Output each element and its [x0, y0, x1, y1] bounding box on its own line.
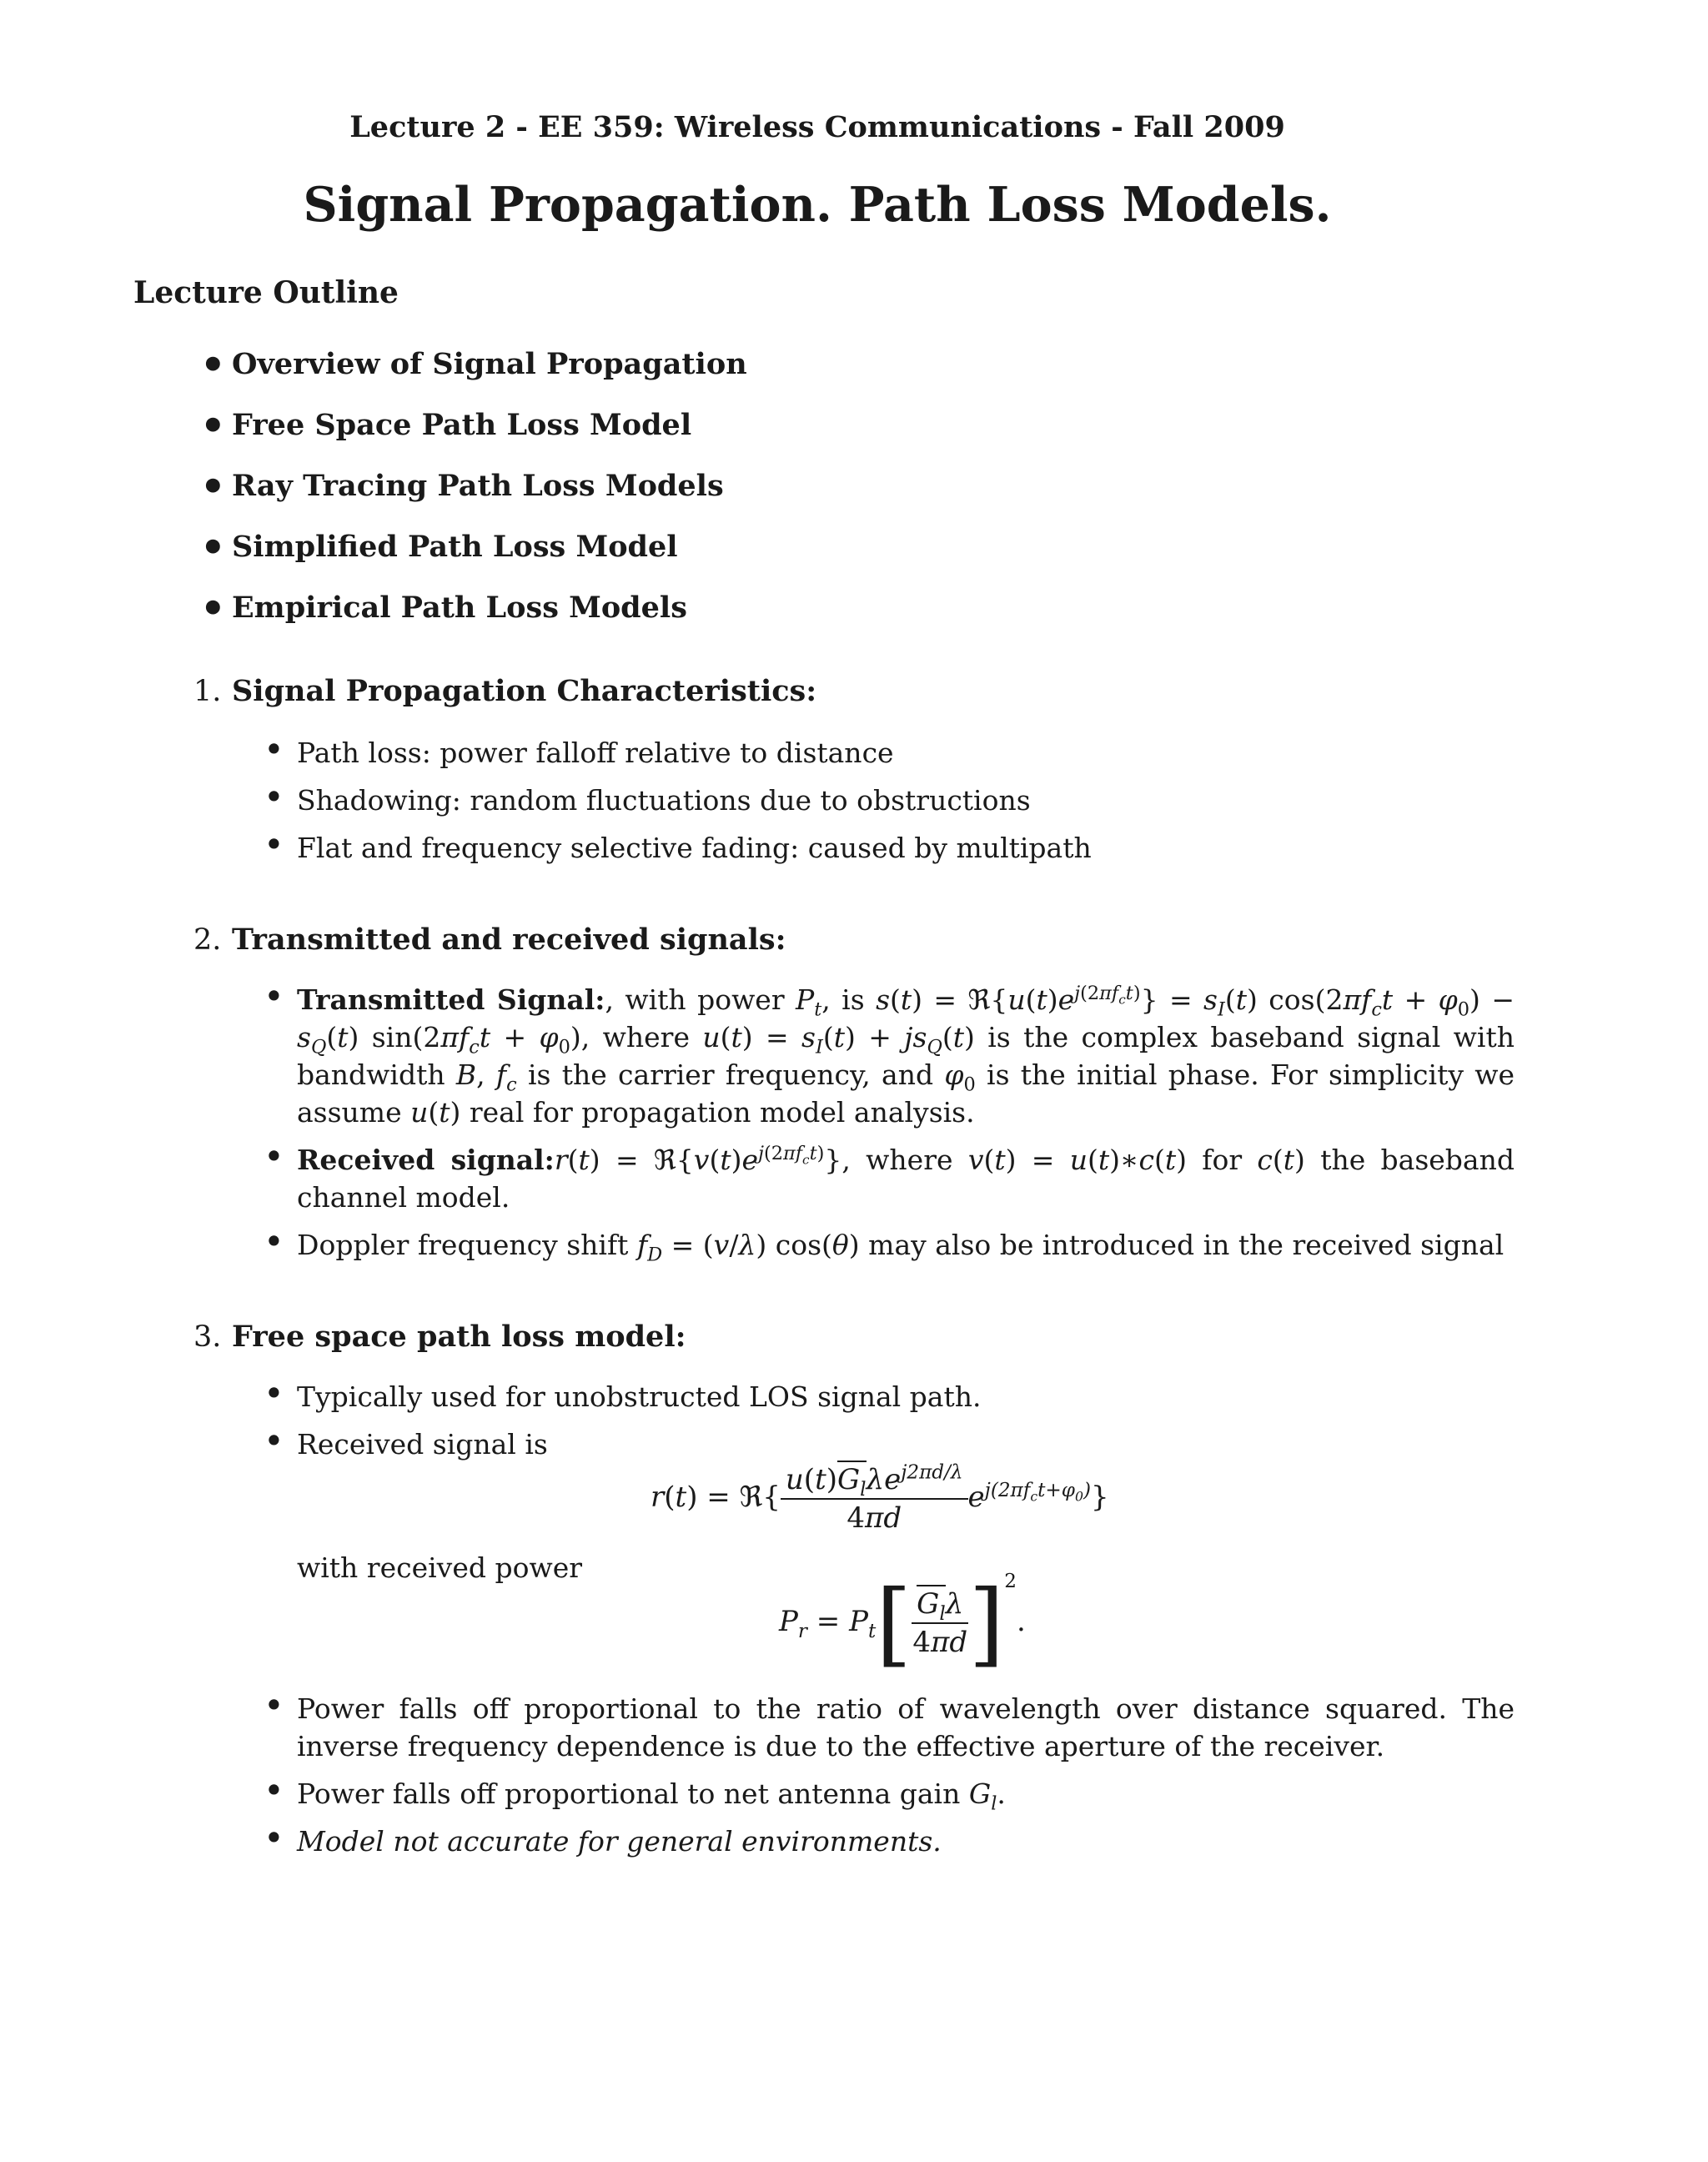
text: real for propagation model analysis.	[460, 1096, 975, 1129]
list-item: • Typically used for unobstructed LOS signal path.	[264, 1378, 1515, 1415]
list-item: • Model not accurate for general environments.	[264, 1823, 1515, 1860]
list-item: • Power falls off proportional to the ratio of wavelength over distance squared. The inverse frequency dependence is due to the effective aperture of the receiver.	[264, 1690, 1515, 1765]
lecture-subtitle: Lecture 2 - EE 359: Wireless Communications - Fall 2009	[349, 110, 1285, 144]
text: , where	[841, 1144, 968, 1176]
outline-item: • Overview of Signal Propagation	[200, 347, 747, 408]
section-number: 2.	[193, 923, 222, 957]
text: Power falls off proportional to net antenna gain	[297, 1777, 969, 1810]
section-title: Signal Propagation Characteristics:	[232, 674, 817, 708]
received-signal-item: • Received signal:r(t) = $ℜ\{v(t)e^{j(2\pi f_ct)}\}$, where v(t) = u(t)∗c(t) for c(t) the baseband channel model.	[264, 1141, 1515, 1216]
section-number: 3.	[193, 1320, 222, 1354]
section-3-bullets-b	[264, 1690, 1515, 1870]
list-item: • Power falls off proportional to net antenna gain $G_l$.	[264, 1775, 1515, 1813]
outline-item: • Free Space Path Loss Model	[200, 408, 747, 469]
with-received-power-text: with received power	[297, 1551, 583, 1584]
outline-item: • Empirical Path Loss Models	[200, 591, 747, 651]
text: is the carrier frequency, and	[516, 1058, 945, 1091]
list-item: • Received signal is	[264, 1425, 1515, 1463]
outline-heading: Lecture Outline	[133, 275, 399, 310]
outline-item: • Ray Tracing Path Loss Models	[200, 469, 747, 530]
outline-list	[200, 347, 747, 651]
section-title: Free space path loss model:	[232, 1320, 686, 1354]
section-2-bullets	[264, 981, 1515, 1274]
page-title: Signal Propagation. Path Loss Models.	[303, 177, 1332, 233]
list-item: • Flat and frequency selective fading: caused by multipath	[264, 829, 1515, 867]
text: Doppler frequency shift	[297, 1229, 637, 1261]
text: may also be introduced in the received signal	[859, 1229, 1505, 1261]
text: , is	[821, 983, 877, 1016]
text: the baseband channel model.	[297, 1144, 1515, 1214]
doppler-item: • Doppler frequency shift $f_D = (v/\lambda)$ cos(θ) may also be introduced in the received signal	[264, 1226, 1515, 1264]
section-1-heading	[193, 674, 816, 708]
text: is the complex baseband signal with bandwidth	[297, 1021, 1515, 1091]
received-power-equation: $P_r = P_t$[ $\frac{G_l\lambda}{4\pi d}$ ]$^2$.	[779, 1570, 1026, 1677]
list-item: • Path loss: power falloff relative to distance	[264, 734, 1515, 772]
section-number: 1.	[193, 675, 222, 708]
section-title: Transmitted and received signals:	[232, 923, 786, 957]
text: , where	[580, 1021, 703, 1053]
section-3-heading	[193, 1320, 686, 1354]
transmitted-signal-item: • Transmitted Signal:, with power $P_t$, is $s(t) = ℜ\{u(t)e^{j(2\pi f_ct)}\} = s_I(t) \cos(2\pi f_ct + \varphi_0) - s_Q(t) \sin(2\pi f_ct + \varphi_0)$, where $u(t) = s_I(t) + js_Q(t)$ is the complex baseband signal with bandwidth B, $f_c$ is the carrier frequency, and $\varphi_0$ is the initial phase. For simplicity we assume u(t) real for propagation model analysis.	[264, 981, 1515, 1131]
outline-item: • Simplified Path Loss Model	[200, 530, 747, 591]
tx-label: Transmitted Signal:	[297, 983, 605, 1016]
section-3-bullets-a	[264, 1378, 1515, 1473]
text: , with power	[605, 983, 796, 1016]
list-item: • Shadowing: random fluctuations due to obstructions	[264, 782, 1515, 819]
section-1-bullets	[264, 734, 1515, 877]
text: for	[1186, 1144, 1258, 1176]
rx-label: Received signal:	[297, 1144, 555, 1176]
text: is the initial phase. For simplicity we assume	[297, 1058, 1515, 1129]
section-2-heading	[193, 923, 786, 957]
received-signal-equation: r(t) = ℜ{ $\frac{u(t)G_l\lambda e^{j2\pi d/\lambda}}{4\pi d}$ $e^{j(2\pi f_ct+\varphi_0)}$}	[651, 1461, 1109, 1535]
